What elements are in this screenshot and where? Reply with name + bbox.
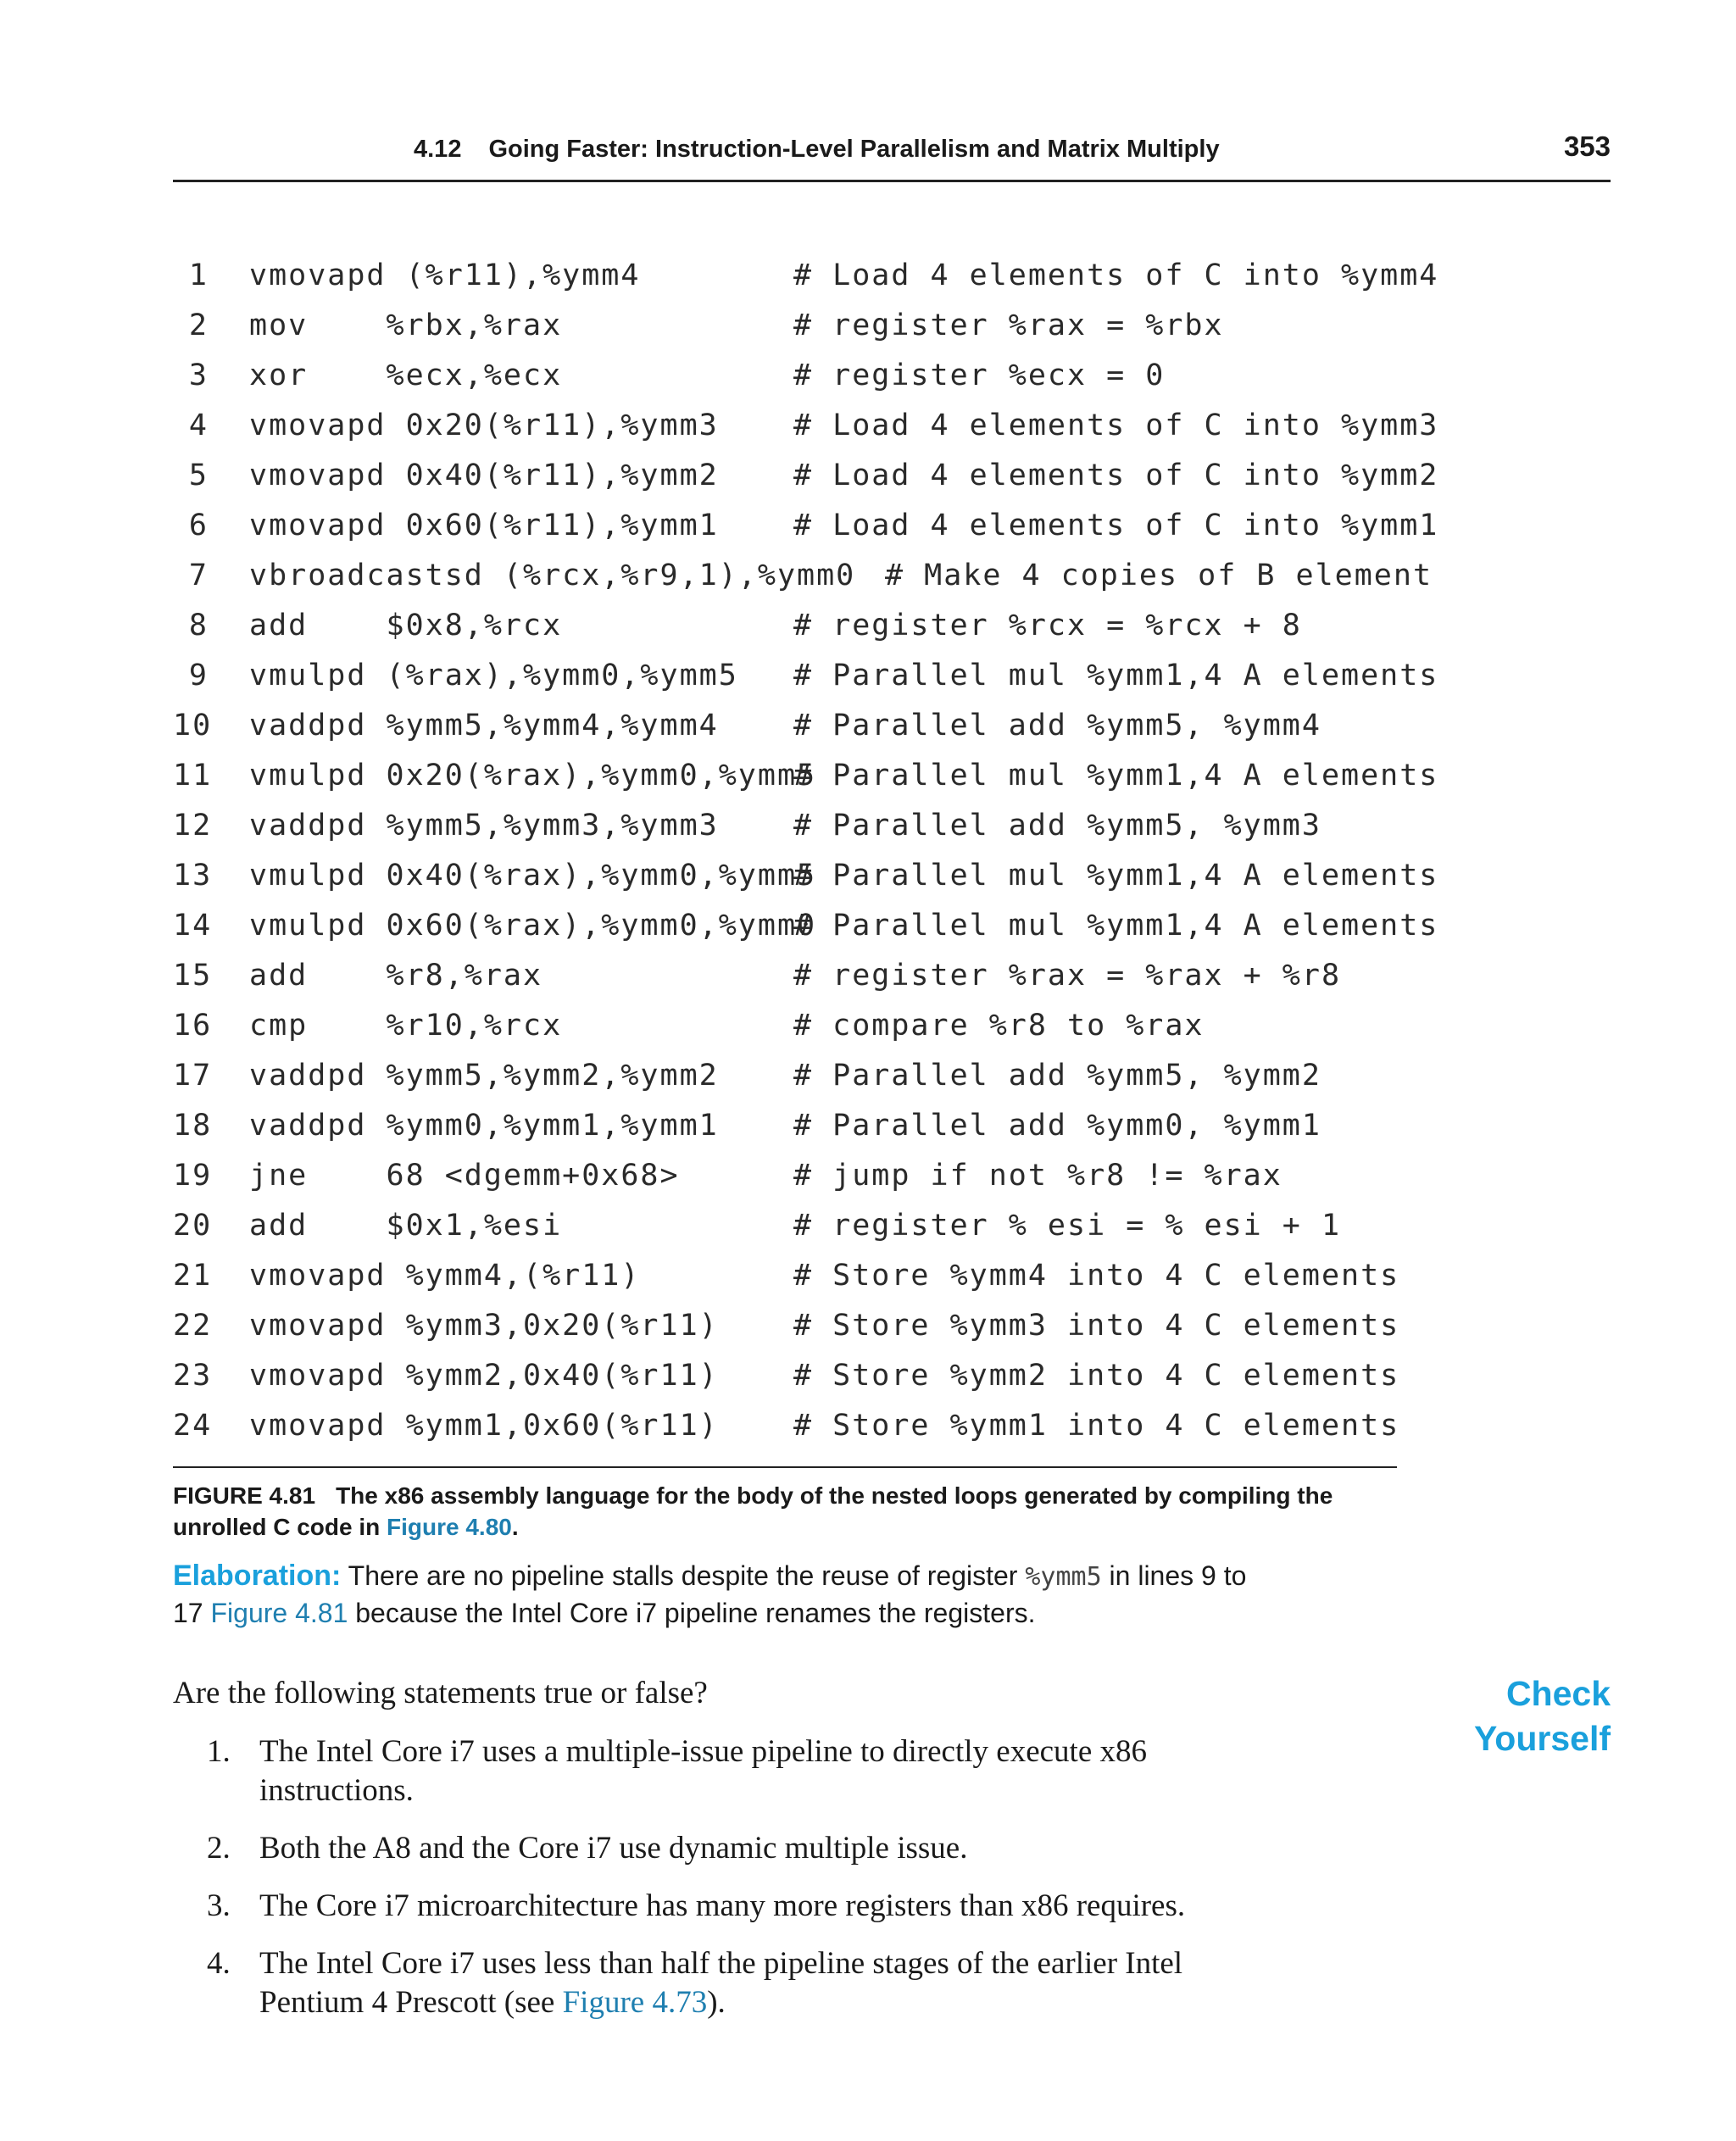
line-number: 3 <box>188 359 209 392</box>
line-number: 1 <box>188 259 209 292</box>
section-title <box>414 136 1220 164</box>
line-number: 15 <box>173 959 213 993</box>
instruction: vaddpd %ymm5,%ymm3,%ymm3 <box>249 809 719 842</box>
elaboration-text: because the Intel Core i7 pipeline renames the registers. <box>348 1598 1036 1628</box>
code-comment: # Store %ymm4 into 4 C elements <box>793 1259 1400 1293</box>
list-item <box>207 1829 1268 1868</box>
line-number: 17 <box>173 1059 213 1093</box>
code-comment: # Parallel add %ymm5, %ymm4 <box>793 709 1321 742</box>
line-number: 22 <box>173 1309 213 1343</box>
elaboration-paragraph <box>173 1558 1275 1631</box>
item-text: The Intel Core i7 uses less than half the pipeline stages of the earlier Intel Pentium 4 Prescott (see <box>259 1946 1183 2020</box>
code-comment: # Store %ymm3 into 4 C elements <box>793 1309 1400 1343</box>
instruction: vmulpd 0x40(%rax),%ymm0,%ymm5 <box>249 859 817 893</box>
line-number: 20 <box>173 1209 213 1243</box>
caption-text: The x86 assembly language for the body of the nested loops generated by compiling the unrolled C code in <box>173 1482 1333 1540</box>
code-line <box>173 1001 1410 1051</box>
code-line <box>173 851 1439 901</box>
item-text: The Core i7 microarchitecture has many more registers than x86 requires. <box>259 1888 1186 1923</box>
code-line <box>173 1101 1410 1151</box>
code-line <box>173 651 1439 701</box>
instruction: vmovapd %ymm1,0x60(%r11) <box>249 1409 719 1443</box>
yourself-label: Yourself <box>1474 1719 1611 1758</box>
line-number: 16 <box>173 1009 213 1043</box>
code-comment: # Load 4 elements of C into %ymm2 <box>793 459 1439 492</box>
code-comment: # register % esi = % esi + 1 <box>793 1209 1342 1243</box>
code-comment: # Parallel mul %ymm1,4 A elements <box>793 759 1439 792</box>
code-line <box>173 451 1439 501</box>
instruction: vmovapd %ymm4,(%r11) <box>249 1259 641 1293</box>
code-comment: # register %rcx = %rcx + 8 <box>793 609 1302 642</box>
instruction: vaddpd %ymm5,%ymm2,%ymm2 <box>249 1059 719 1093</box>
code-comment: # Parallel add %ymm5, %ymm3 <box>793 809 1321 842</box>
question-list <box>207 1732 1268 2041</box>
code-line <box>173 401 1439 451</box>
item-number: 4. <box>207 1946 231 1981</box>
code-comment: # Parallel add %ymm5, %ymm2 <box>793 1059 1321 1093</box>
code-comment: # jump if not %r8 != %rax <box>793 1159 1283 1193</box>
code-line <box>173 601 1410 651</box>
instruction: add $0x8,%rcx <box>249 609 563 642</box>
instruction: vmulpd 0x60(%rax),%ymm0,%ymm0 <box>249 909 817 943</box>
code-line <box>173 1051 1410 1101</box>
instruction: vmulpd 0x20(%rax),%ymm0,%ymm5 <box>249 759 817 792</box>
figure-link[interactable]: Figure 4.80 <box>387 1514 512 1540</box>
code-line <box>173 901 1439 951</box>
code-comment: # Store %ymm2 into 4 C elements <box>793 1359 1400 1393</box>
code-comment: # Load 4 elements of C into %ymm1 <box>793 509 1439 542</box>
line-number: 10 <box>173 709 213 742</box>
instruction: add $0x1,%esi <box>249 1209 563 1243</box>
check-yourself-heading <box>1474 1671 1611 1761</box>
instruction: vmovapd 0x20(%r11),%ymm3 <box>249 409 719 442</box>
item-number: 1. <box>207 1734 231 1769</box>
code-comment: # Make 4 copies of B element <box>885 559 1433 592</box>
code-line <box>173 1401 1410 1451</box>
elaboration-text: There are no pipeline stalls despite the reuse of register <box>341 1560 1026 1591</box>
code-line <box>173 1351 1410 1401</box>
line-number: 24 <box>173 1409 213 1443</box>
code-line <box>173 1251 1410 1301</box>
line-number: 9 <box>188 659 209 692</box>
running-header <box>173 127 1611 182</box>
figure-link[interactable]: Figure 4.73 <box>562 1985 708 2020</box>
instruction: mov %rbx,%rax <box>249 309 563 342</box>
code-line <box>173 801 1410 851</box>
item-text-end: ). <box>707 1985 726 2020</box>
line-number: 11 <box>173 759 213 792</box>
section-title-text: Going Faster: Instruction-Level Parallelism and Matrix Multiply <box>488 136 1220 163</box>
caption-end: . <box>511 1514 519 1540</box>
list-item <box>207 1944 1268 2022</box>
instruction: jne 68 <dgemm+0x68> <box>249 1159 680 1193</box>
instruction: vmovapd 0x40(%r11),%ymm2 <box>249 459 719 492</box>
instruction: vaddpd %ymm0,%ymm1,%ymm1 <box>249 1109 719 1143</box>
page-number: 353 <box>1563 131 1611 162</box>
item-text: Both the A8 and the Core i7 use dynamic multiple issue. <box>259 1831 968 1866</box>
code-comment: # Parallel mul %ymm1,4 A elements <box>793 859 1439 893</box>
code-comment: # Parallel add %ymm0, %ymm1 <box>793 1109 1321 1143</box>
line-number: 5 <box>188 459 209 492</box>
instruction: vbroadcastsd (%rcx,%r9,1),%ymm0 <box>249 559 856 592</box>
code-comment: # compare %r8 to %rax <box>793 1009 1205 1043</box>
instruction: vmovapd %ymm3,0x20(%r11) <box>249 1309 719 1343</box>
code-line <box>173 1201 1410 1251</box>
code-comment: # Store %ymm1 into 4 C elements <box>793 1409 1400 1443</box>
line-number: 19 <box>173 1159 213 1193</box>
line-number: 21 <box>173 1259 213 1293</box>
code-comment: # Parallel mul %ymm1,4 A elements <box>793 909 1439 943</box>
instruction: vmovapd 0x60(%r11),%ymm1 <box>249 509 719 542</box>
figure-caption <box>173 1466 1397 1543</box>
line-number: 6 <box>188 509 209 542</box>
code-line <box>173 751 1439 801</box>
line-number: 23 <box>173 1359 213 1393</box>
line-number: 12 <box>173 809 213 842</box>
instruction: vmovapd (%r11),%ymm4 <box>249 259 641 292</box>
instruction: cmp %r10,%rcx <box>249 1009 563 1043</box>
check-label: Check <box>1505 1674 1611 1713</box>
code-comment: # register %rax = %rbx <box>793 309 1224 342</box>
instruction: xor %ecx,%ecx <box>249 359 563 392</box>
line-number: 4 <box>188 409 209 442</box>
line-number: 18 <box>173 1109 213 1143</box>
code-comment: # register %ecx = 0 <box>793 359 1166 392</box>
section-number: 4.12 <box>414 136 462 163</box>
instruction: vaddpd %ymm5,%ymm4,%ymm4 <box>249 709 719 742</box>
code-comment: # Parallel mul %ymm1,4 A elements <box>793 659 1439 692</box>
code-line <box>173 351 1410 401</box>
code-line <box>173 501 1439 551</box>
instruction: add %r8,%rax <box>249 959 543 993</box>
figure-link[interactable]: Figure 4.81 <box>210 1598 348 1628</box>
elaboration-label: Elaboration: <box>173 1560 342 1592</box>
list-item <box>207 1887 1268 1926</box>
code-comment: # Load 4 elements of C into %ymm3 <box>793 409 1439 442</box>
code-line <box>173 951 1410 1001</box>
line-number: 14 <box>173 909 213 943</box>
code-comment: # Load 4 elements of C into %ymm4 <box>793 259 1439 292</box>
elaboration-text: in lines 9 to 17 <box>173 1560 1247 1628</box>
code-line <box>173 301 1410 351</box>
line-number: 7 <box>188 559 209 592</box>
register-name: %ymm5 <box>1025 1562 1102 1592</box>
code-line <box>173 1301 1410 1351</box>
item-number: 3. <box>207 1888 231 1923</box>
code-line <box>173 251 1439 301</box>
line-number: 2 <box>188 309 209 342</box>
line-number: 8 <box>188 609 209 642</box>
instruction: vmulpd (%rax),%ymm0,%ymm5 <box>249 659 738 692</box>
instruction: vmovapd %ymm2,0x40(%r11) <box>249 1359 719 1393</box>
item-number: 2. <box>207 1831 231 1866</box>
code-line <box>173 701 1410 751</box>
check-question: Are the following statements true or false? <box>173 1676 708 1710</box>
line-number: 13 <box>173 859 213 893</box>
code-comment: # register %rax = %rax + %r8 <box>793 959 1342 993</box>
figure-label: FIGURE 4.81 <box>173 1482 316 1509</box>
assembly-code-listing <box>173 251 1439 1451</box>
item-text: The Intel Core i7 uses a multiple-issue pipeline to directly execute x86 instructions. <box>259 1734 1148 1808</box>
code-line <box>173 1151 1410 1201</box>
code-line <box>173 551 1433 601</box>
list-item <box>207 1732 1268 1810</box>
